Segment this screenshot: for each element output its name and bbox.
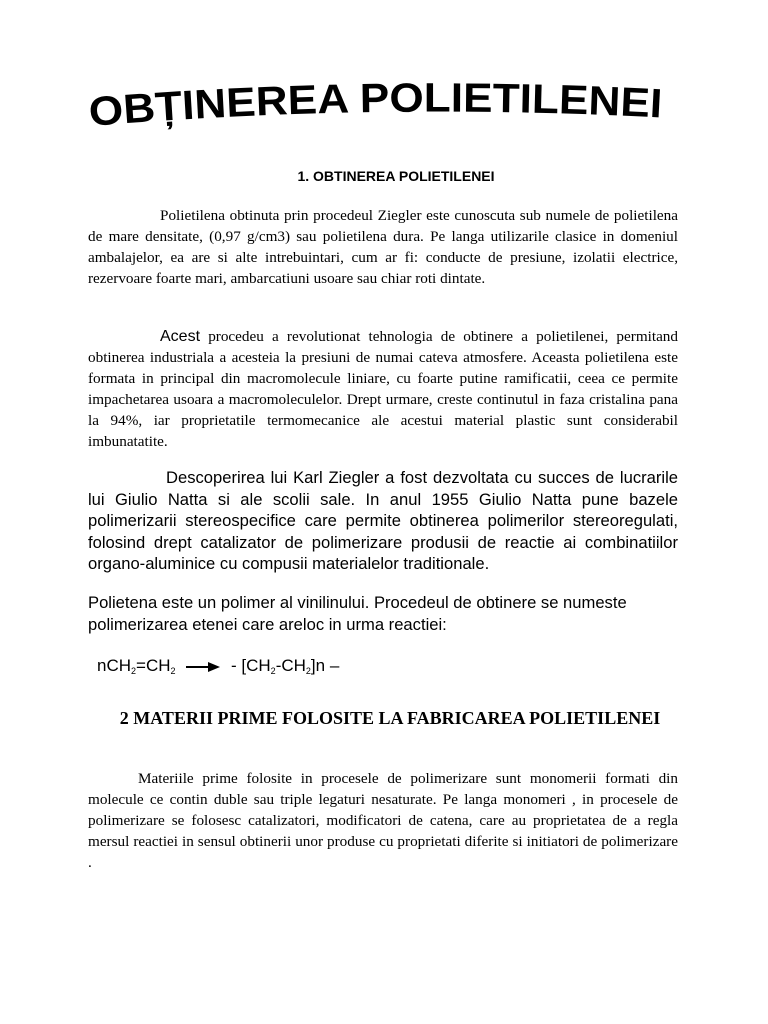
page-title-text: OBȚINEREA POLIETILENEI bbox=[87, 76, 663, 135]
section1-paragraph-1: Polietilena obtinuta prin procedeul Ziegler este cunoscuta sub numele de polietilena de mare densitate, (0,97 g/cm3) sau polietilena dura. Pe langa utilizarile clasice in domeniul ambalajelor, ea are si alte intrebuintari, cum ar fi: conducte de presiune, izolatii electrice, rezervoare foarte mari, ambarcatiuni usoare sau chiar roti dintate. bbox=[88, 207, 678, 287]
section1-heading: 1. OBTINEREA POLIETILENEI bbox=[297, 168, 495, 184]
section1-paragraph-3: Descoperirea lui Karl Ziegler a fost dezvoltata cu succes de lucrarile lui Giulio Natta si ale scolii sale. In anul 1955 Giulio Natta pune bazele polimerizarii stereospecifice care permite obtinerea polimerilor stereoregulati, folosind drept catalizator de polimerizare produsii de reactie ai combinatiilor organo-aluminice cu compusii materialelor traditionale. bbox=[88, 468, 678, 573]
section2-paragraph-1: Materiile prime folosite in procesele de polimerizare sunt monomerii formati din molecule ce contin duble sau triple legaturi nesaturate. Pe langa monomeri , in procesele de polimerizare se folosesc catalizatori, modificatori de catena, care au proprietatea de a regla mersul reactiei in sensul obtinerii unor produse cu proprietati diferite si initiatori de polimerizare . bbox=[88, 770, 678, 871]
reaction-arrow-icon bbox=[186, 661, 220, 673]
formula-reactant: $nCH_2=CH_2$ bbox=[97, 656, 176, 676]
svg-text:OBȚINEREA POLIETILENEI bbox=[87, 76, 663, 135]
formula-product: - $[CH_2-CH_2]n$ – bbox=[231, 656, 340, 676]
section1-paragraph-2 bbox=[88, 326, 678, 452]
paragraph-2-text: procedeu a revolutionat tehnologia de obtinere a polietilenei, permitand obtinerea industriala a acesteia la presiuni de numai cateva atmosfere. Aceasta polietilena este formata in principal din macromolecule liniare, cu foarte putine ramificatii, ceea ce permite impachetarea usoara a macromoleculelor. Drept urmare, creste continutul in faza cristalina pana la 94%, iar proprietatile termomecanice ale acestui material plastic sunt considerabil imbunatatite. bbox=[88, 328, 678, 450]
section1-paragraph-4: Polietena este un polimer al vinilinului. Procedeul de obtinere se numeste polimerizarea etenei care areloc in urma reactiei: bbox=[88, 593, 627, 634]
section2-heading: 2 MATERII PRIME FOLOSITE LA FABRICAREA POLIETILENEI bbox=[119, 708, 661, 728]
paragraph-2-lead-word: Acest bbox=[160, 328, 201, 345]
reaction-formula bbox=[97, 656, 339, 676]
page-title bbox=[60, 76, 700, 146]
